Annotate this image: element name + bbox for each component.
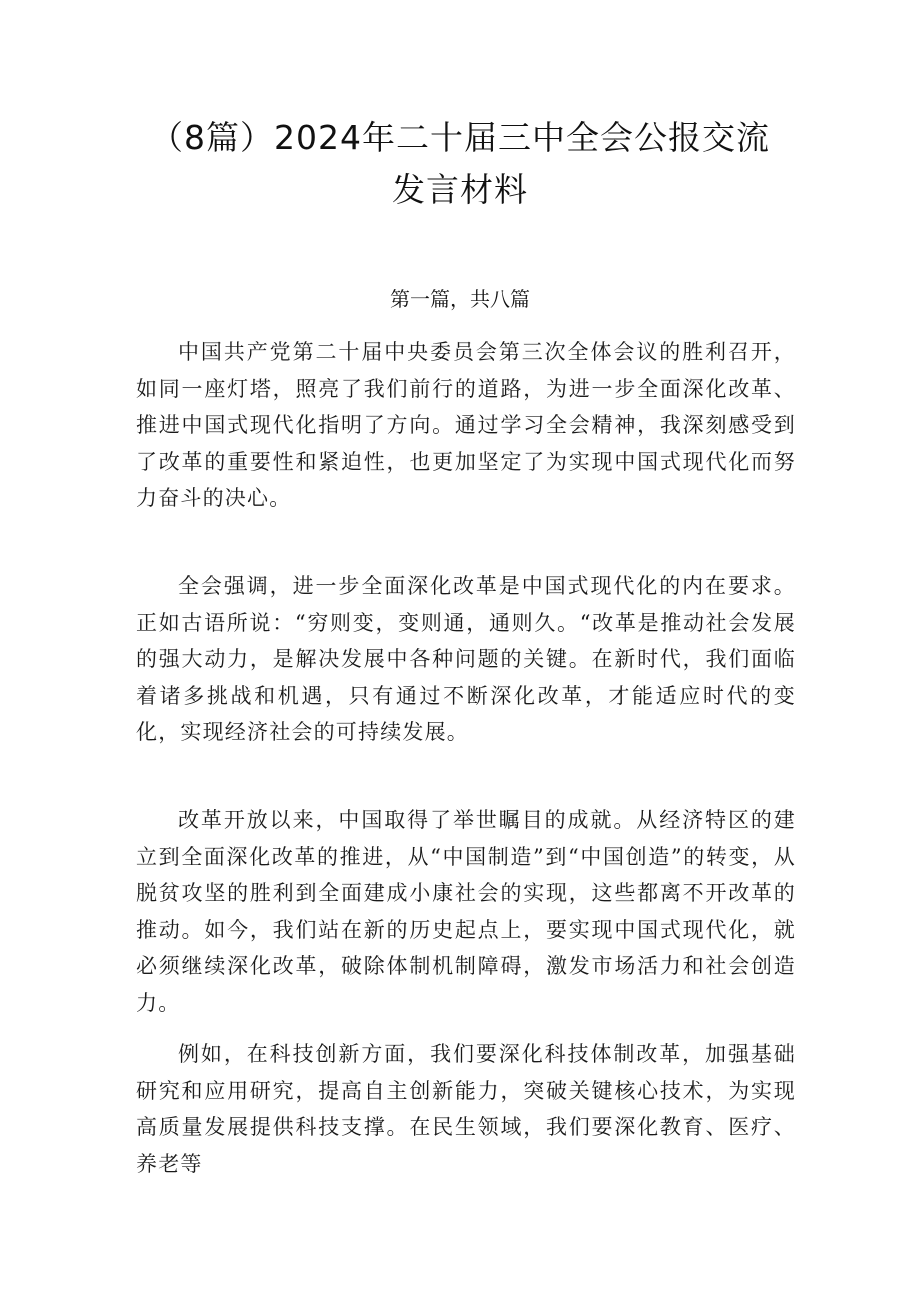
paragraph-2: 全会强调，进一步全面深化改革是中国式现代化的内在要求。正如古语所说：“穷则变，变则通，通则久。“改革是推动社会发展的强大动力，是解决发展中各种问题的关键。在新时代，我们面临着诸多挑战和机遇，只有通过不断深化改革，才能适应时代的变化，实现经济社会的可持续发展。 [136, 574, 796, 745]
section-heading: 第一篇，共八篇 [390, 287, 530, 311]
paragraph-1: 中国共产党第二十届中央委员会第三次全体会议的胜利召开，如同一座灯塔，照亮了我们前行的道路，为进一步全面深化改革、推进中国式现代化指明了方向。通过学习全会精神，我深刻感受到了改革的重要性和紧迫性，也更加坚定了为实现中国式现代化而努力奋斗的决心。 [136, 340, 796, 511]
paragraph-4: 例如，在科技创新方面，我们要深化科技体制改革，加强基础研究和应用研究，提高自主创新能力，突破关键核心技术，为实现高质量发展提供科技支撑。在民生领域，我们要深化教育、医疗、养老等 [136, 1042, 796, 1176]
paragraph-3: 改革开放以来，中国取得了举世瞩目的成就。从经济特区的建立到全面深化改革的推进，从“中国制造”到“中国创造”的转变，从脱贫攻坚的胜利到全面建成小康社会的实现，这些都离不开改革的推动。如今，我们站在新的历史起点上，要实现中国式现代化，就必须继续深化改革，破除体制机制障碍，激发市场活力和社会创造力。 [136, 808, 796, 1015]
title-line-1: （8篇）2024年二十届三中全会公报交流 [150, 118, 770, 157]
document-title [120, 112, 800, 216]
title-line-2: 发言材料 [392, 170, 528, 209]
